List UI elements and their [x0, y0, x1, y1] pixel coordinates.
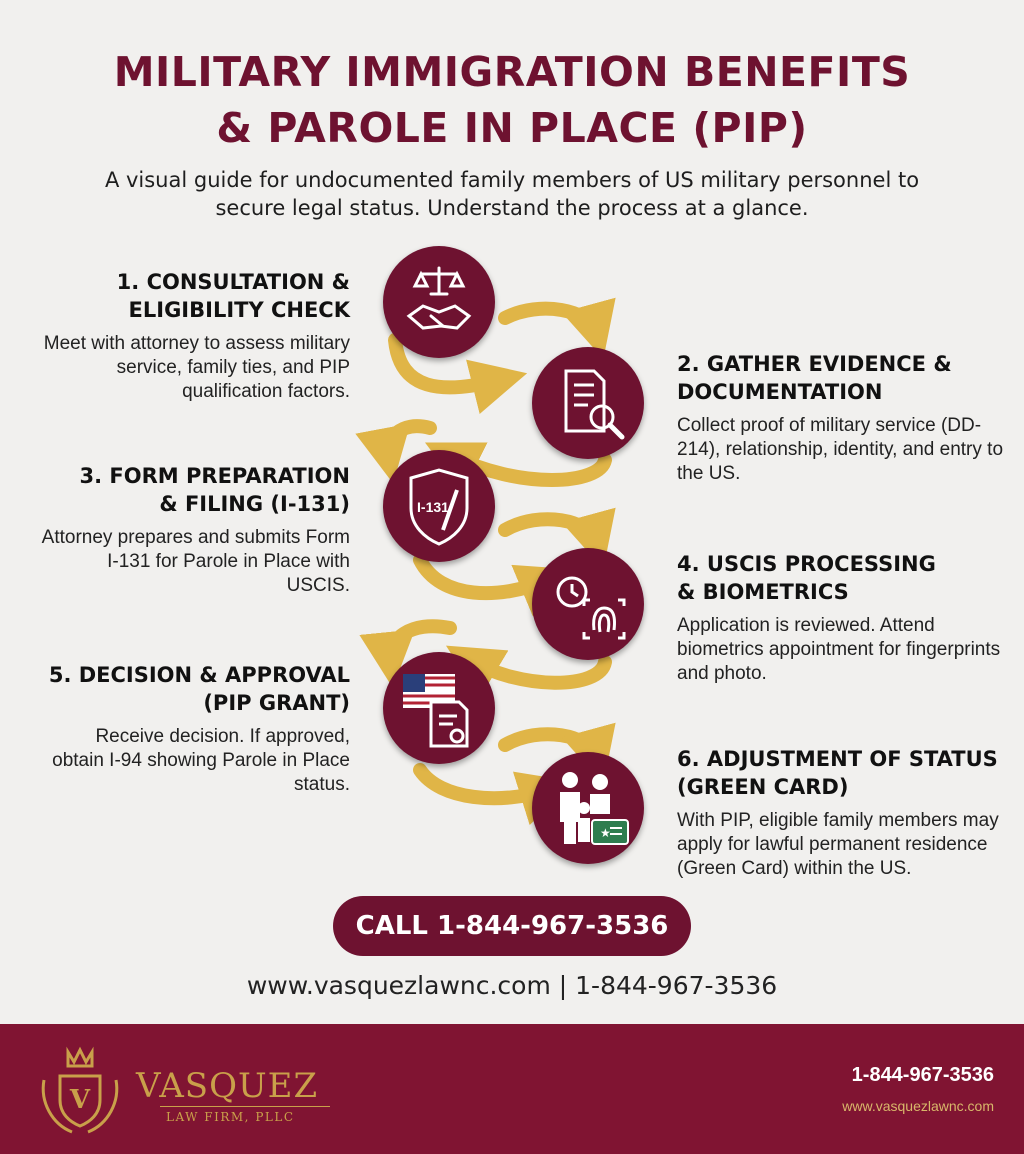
document-search-icon	[532, 347, 644, 459]
family-green-card-icon	[532, 752, 644, 864]
arrow-3-4-top	[505, 519, 596, 542]
step-2-body: Collect proof of military service (DD-214), relationship, identity, and entry to the US.	[677, 415, 1004, 484]
step-2-icon-circle	[532, 347, 644, 459]
footer-website[interactable]: www.vasquezlawnc.com	[842, 1098, 994, 1114]
step-4	[677, 550, 1007, 686]
step-3-body: Attorney prepares and submits Form I-131 for Parole in Place with USCIS.	[41, 527, 350, 596]
step-5-title: 5. DECISION & APPROVAL (PIP GRANT)	[48, 663, 350, 715]
law-firm-logo	[30, 1040, 130, 1140]
step-1-title: 1. CONSULTATION & ELIGIBILITY CHECK	[116, 270, 350, 322]
contact-line: www.vasquezlawnc.com | 1-844-967-3536	[246, 971, 778, 1000]
arrow-1-2-top	[505, 309, 596, 332]
clock-fingerprint-icon	[532, 548, 644, 660]
shield-pen-icon	[383, 450, 495, 562]
logo-letter: V	[69, 1085, 91, 1115]
step-6	[677, 745, 1007, 881]
step-5-body: Receive decision. If approved, obtain I-94 showing Parole in Place status.	[52, 726, 350, 795]
title-line-1: MILITARY IMMIGRATION BENEFITS	[113, 48, 911, 96]
footer-brand: VASQUEZ	[136, 1066, 319, 1106]
call-button[interactable]: CALL 1-844-967-3536	[333, 896, 691, 956]
step-4-body: Application is reviewed. Attend biometrics appointment for fingerprints and photo.	[677, 615, 1001, 684]
step-1	[40, 268, 350, 404]
step-3	[40, 462, 350, 598]
step-2-title: 2. GATHER EVIDENCE & DOCUMENTATION	[677, 352, 952, 404]
footer-brand-sub: LAW FIRM, PLLC	[166, 1110, 295, 1124]
step-4-title: 4. USCIS PROCESSING & BIOMETRICS	[677, 552, 936, 604]
step-6-title: 6. ADJUSTMENT OF STATUS (GREEN CARD)	[677, 747, 998, 799]
step-3-title: 3. FORM PREPARATION & FILING (I-131)	[79, 464, 350, 516]
step-1-icon-circle	[383, 246, 495, 358]
footer-phone[interactable]: 1-844-967-3536	[851, 1064, 994, 1086]
step-6-body: With PIP, eligible family members may apply for lawful permanent residence (Green Card) within the US.	[677, 810, 999, 879]
step-5-icon-circle	[383, 652, 495, 764]
shield-badge-text: I-131	[417, 499, 449, 515]
title-line-2: & PAROLE IN PLACE (PIP)	[216, 104, 808, 152]
arrow-5-6	[420, 770, 548, 798]
brand-divider	[160, 1106, 330, 1107]
step-3-icon-circle	[383, 450, 495, 562]
subtitle: A visual guide for undocumented family members of US military personnel to secure legal status. Understand the process at a glance.	[104, 168, 920, 220]
svg-text:★: ★	[600, 826, 611, 840]
arrow-3-4	[420, 560, 548, 593]
step-6-icon-circle	[532, 752, 644, 864]
step-1-body: Meet with attorney to assess military service, family ties, and PIP qualification factors.	[43, 333, 350, 402]
step-2	[677, 350, 1007, 486]
flag-document-icon	[383, 652, 495, 764]
step-5	[40, 661, 350, 797]
scales-handshake-icon	[383, 246, 495, 358]
step-4-icon-circle	[532, 548, 644, 660]
